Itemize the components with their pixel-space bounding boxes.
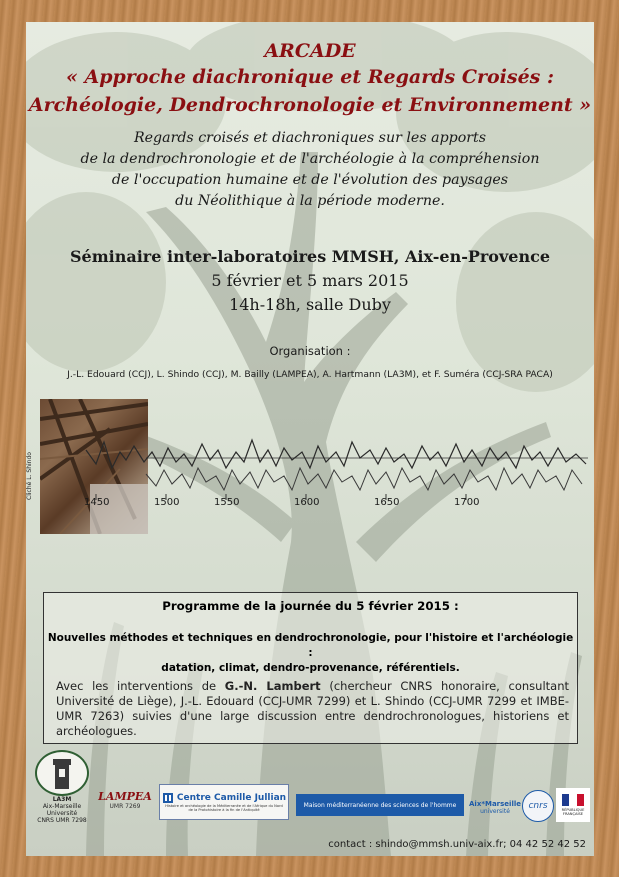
seminar-name: Séminaire inter-laboratoires MMSH, Aix-en-Provence (69, 247, 551, 266)
lampea-logo (96, 780, 154, 820)
contact-info: contact : shindo@mmsh.univ-aix.fr; 04 42 52 42 52 (328, 839, 586, 850)
la3m-label: LA3M (52, 796, 72, 803)
la3m-sub: CNRS UMR 7298 (37, 817, 87, 824)
lampea-sub: UMR 7269 (109, 803, 141, 810)
amu-line: université (480, 807, 510, 815)
poster (26, 22, 594, 856)
lampea-label: LAMPEA (98, 790, 152, 803)
programme-theme (44, 631, 577, 676)
la3m-logo (30, 750, 94, 824)
programme-theme-line: datation, climat, dendro-provenance, référentiels. (161, 662, 460, 674)
speaker-name: G.-N. Lambert (224, 679, 321, 693)
centre-camille-jullian-logo (159, 784, 289, 820)
programme-body-suffix: (chercheur CNRS honoraire, consultant Université de Liège), J.-L. Edouard (CCJ-UMR 7299) et L. Shindo (CCJ-UMR 7299 et IMBE-UMR 7263) suivies d'une large discussion entre dendrochronologues, historiens et archéologues. (56, 679, 569, 738)
programme-box (43, 592, 578, 744)
rf-label: RÉPUBLIQUE FRANÇAISE (561, 808, 585, 816)
programme-description (56, 679, 569, 739)
title-line-3: Archéologie, Dendrochronologie et Environnement » (28, 94, 592, 116)
organisation-names: J.-L. Edouard (CCJ), L. Shindo (CCJ), M. Bailly (LAMPEA), A. Hartmann (LA3M), et F. Suméra (CCJ-SRA PACA) (67, 369, 553, 380)
ccj-label: Centre Camille Jullian (176, 792, 287, 803)
programme-body-prefix: Avec les interventions de (56, 679, 225, 693)
subtitle-line: de la dendrochronologie et de l'archéologie à la compréhension (80, 151, 540, 167)
seminar-dates: 5 février et 5 mars 2015 (211, 271, 409, 290)
mmsh-logo (296, 794, 464, 816)
la3m-sub: Aix-Marseille Université (42, 803, 82, 817)
organisation-label: Organisation : (269, 344, 351, 358)
mmsh-label: Maison méditerranéenne des sciences de l'homme (303, 801, 457, 809)
subtitle-line: du Néolithique à la période moderne. (175, 193, 445, 209)
programme-theme-line: Nouvelles méthodes et techniques en dendrochronologie, pour l'histoire et l'archéologie : (47, 632, 574, 659)
year-tick-label: 1500 (154, 497, 180, 508)
republique-francaise-logo (556, 788, 590, 822)
title-acronym: ARCADE (264, 40, 356, 62)
seminar-time-place: 14h-18h, salle Duby (229, 295, 391, 314)
title-line-2: « Approche diachronique et Regards Croisés : (66, 66, 554, 88)
amu-logo (470, 792, 520, 822)
ccj-sub: Histoire et archéologie de la Méditerranée et de l'Afrique du Nord de la Protohistoire à la fin de l'Antiquité (165, 803, 283, 812)
cnrs-logo (522, 790, 554, 822)
subtitle-line: de l'occupation humaine et de l'évolution des paysages (111, 172, 509, 188)
cnrs-label: cnrs (528, 801, 548, 811)
year-tick-label: 1450 (84, 497, 110, 508)
programme-title: Programme de la journée du 5 février 2015 : (162, 599, 459, 613)
year-tick-label: 1550 (214, 497, 240, 508)
amu-line: Aix*Marseille (469, 799, 521, 808)
photo-credit: Cliché L. Shindo (26, 452, 33, 500)
subtitle-line: Regards croisés et diachroniques sur les apports (133, 130, 487, 146)
year-tick-label: 1600 (294, 497, 320, 508)
year-tick-label: 1650 (374, 497, 400, 508)
year-tick-label: 1700 (454, 497, 480, 508)
